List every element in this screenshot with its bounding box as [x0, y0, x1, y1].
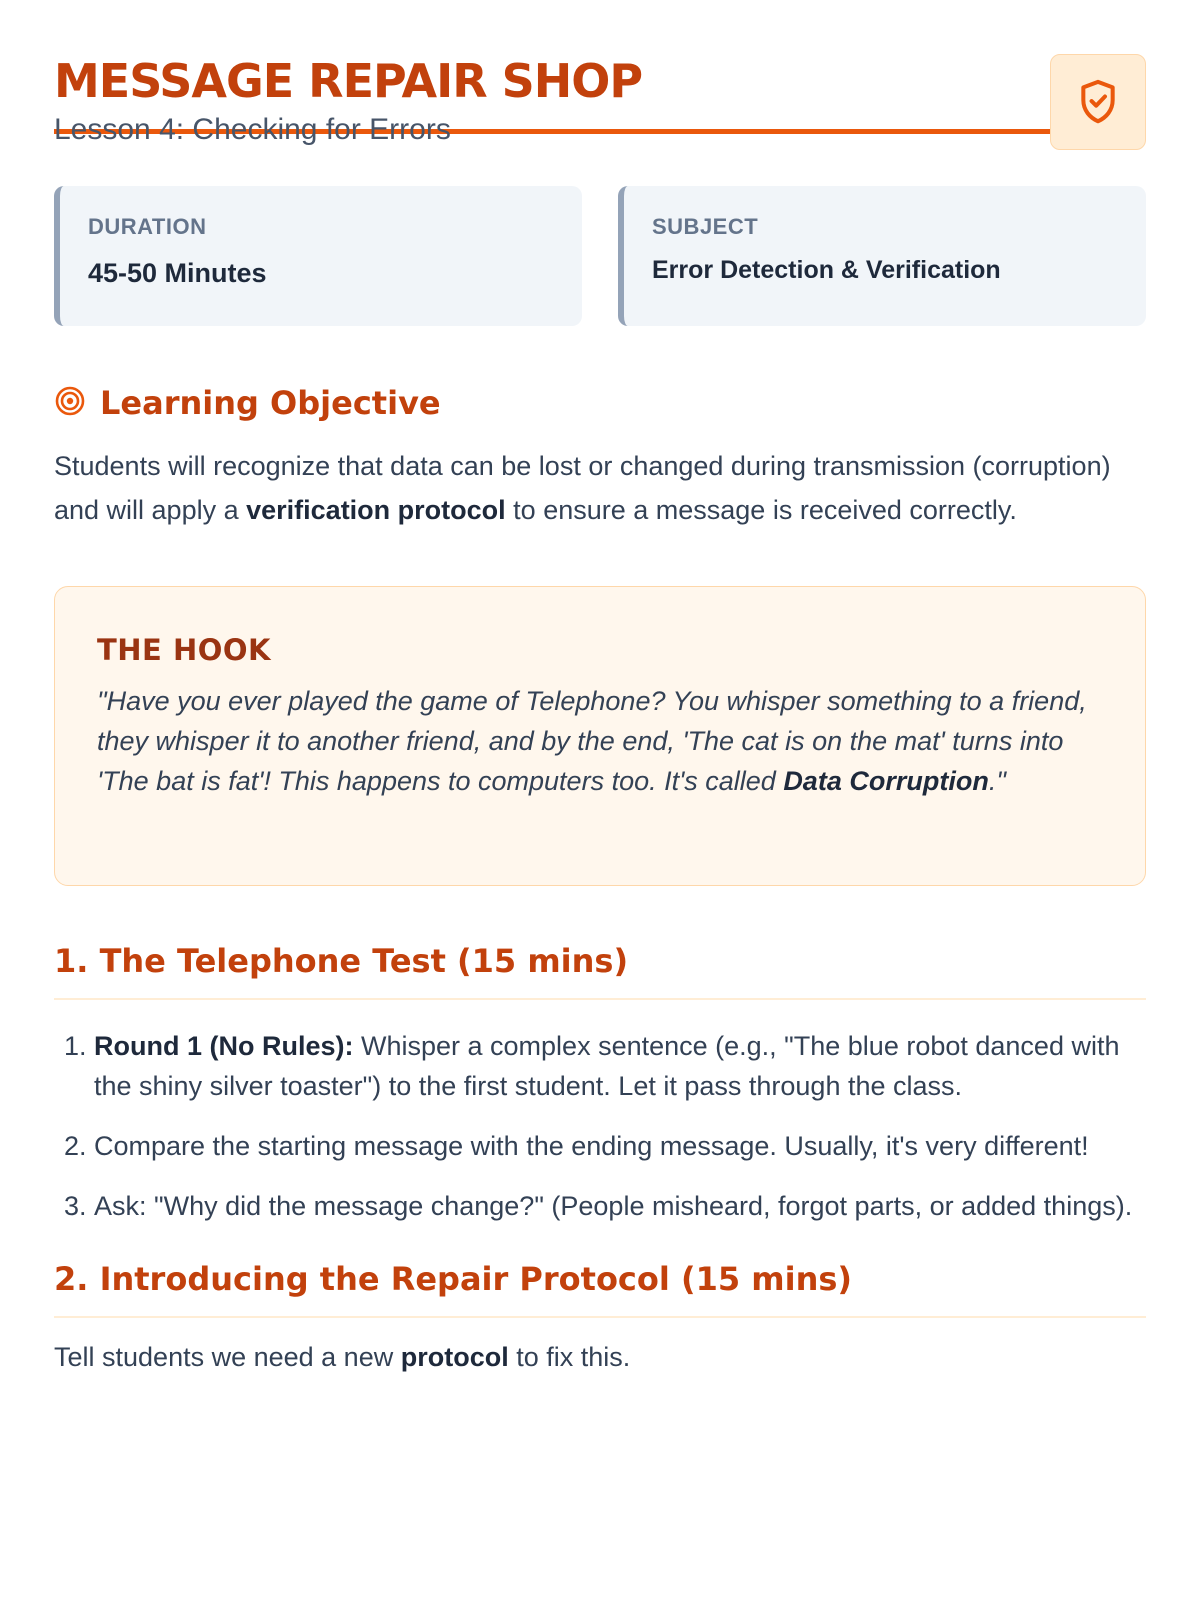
objective-text: Students will recognize that data can be lost or changed during transmission (corruption) and will apply a verification protocol to ensure a message is received correctly.	[54, 451, 1111, 525]
duration-label: DURATION	[88, 214, 207, 239]
protocol-keyword: protocol	[400, 1342, 509, 1372]
lesson-header	[54, 0, 1146, 146]
hook-quote: "Have you ever played the game of Telephone? You whisper something to a friend, they whisper it to another friend, and by the end, 'The cat is on the mat' turns into 'The bat is fat'! This happens to computers too. It's called Data Corruption."	[97, 686, 1087, 796]
hook-box	[54, 586, 1146, 886]
list-item: 1. Round 1 (No Rules): Whisper a complex sentence (e.g., "The blue robot danced with the shiny silver toaster") to the first student. Let it pass through the class.	[94, 1026, 1146, 1106]
info-cards	[54, 186, 1146, 326]
duration-value: 45-50 Minutes	[88, 258, 267, 288]
list-item: 3. Ask: "Why did the message change?" (People misheard, forgot parts, or added things).	[94, 1186, 1146, 1226]
subject-label: SUBJECT	[652, 214, 759, 239]
telephone-test-steps	[54, 1026, 1146, 1226]
section-telephone-test-heading: 1. The Telephone Test (15 mins)	[54, 942, 1146, 1000]
lesson-subtitle: Lesson 4: Checking for Errors	[54, 112, 451, 146]
duration-card	[54, 186, 582, 326]
hook-keyword: Data Corruption	[783, 766, 989, 796]
subject-value: Error Detection & Verification	[652, 256, 1001, 284]
shield-check-icon	[1050, 54, 1146, 150]
target-icon	[54, 385, 86, 422]
objective-title: Learning Objective	[100, 384, 441, 422]
subject-card	[618, 186, 1146, 326]
objective-heading	[54, 384, 1146, 422]
objective-keyword: verification protocol	[246, 495, 506, 525]
hook-title: THE HOOK	[97, 633, 272, 667]
page-title: MESSAGE REPAIR SHOP	[54, 54, 643, 108]
list-item: 2. Compare the starting message with the ending message. Usually, it's very different!	[94, 1126, 1146, 1166]
section-repair-protocol-heading: 2. Introducing the Repair Protocol (15 mins)	[54, 1260, 1146, 1318]
repair-protocol-text: Tell students we need a new protocol to fix this.	[54, 1342, 631, 1372]
